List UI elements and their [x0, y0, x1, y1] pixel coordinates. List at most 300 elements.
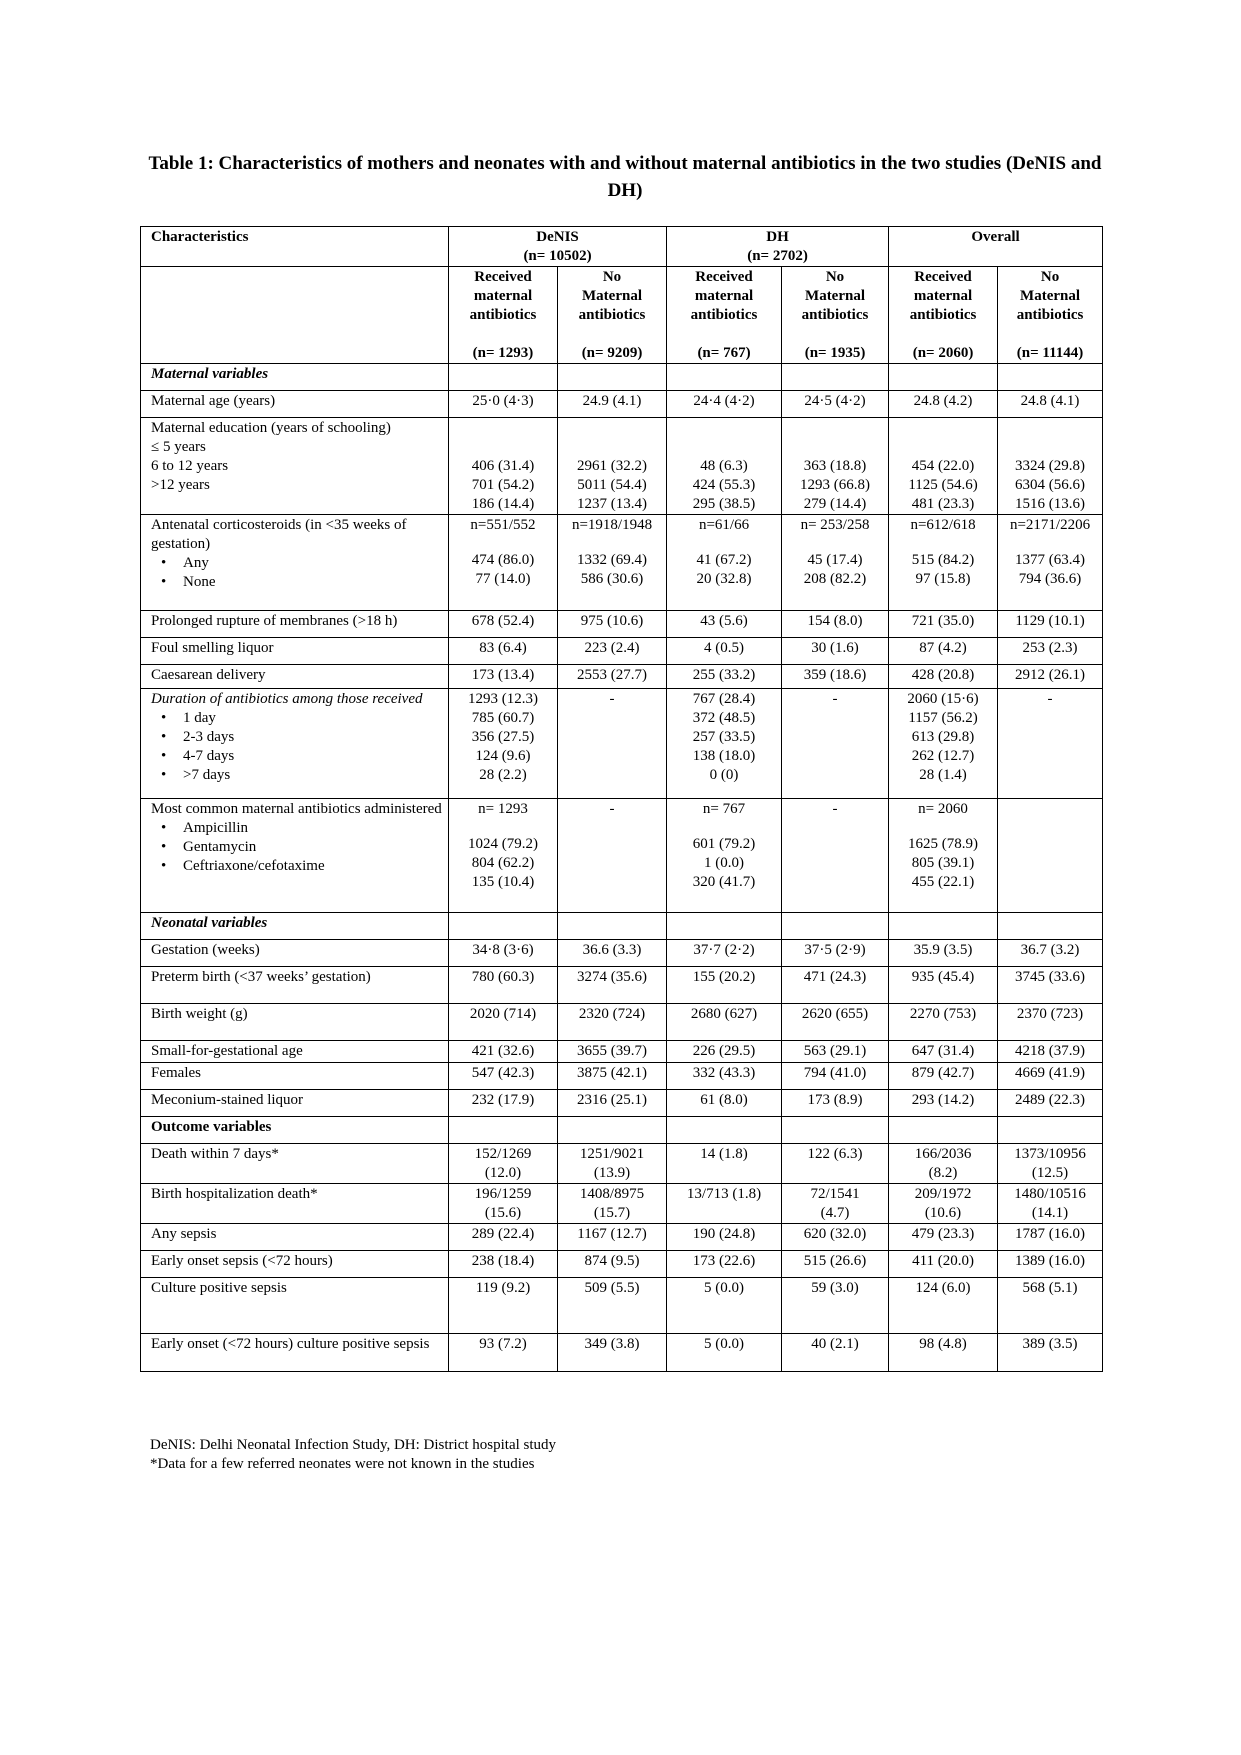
sub-label: ≤ 5 years [151, 439, 206, 455]
value-cell [667, 940, 782, 967]
value-text: 173 (13.4) [471, 667, 535, 683]
row-preterm [141, 967, 1103, 1004]
value-text: 4218 (37.9) [1015, 1043, 1086, 1059]
value-text: 1125 (54.6) [908, 477, 978, 493]
subgroup-label: antibiotics [690, 307, 758, 323]
sub-label: • >7 days [151, 766, 444, 785]
value-cell [782, 515, 889, 611]
empty-cell [782, 364, 889, 391]
row-label [141, 1090, 449, 1117]
value-text: 1480/10516 [1014, 1186, 1086, 1202]
subgroup-label: antibiotics [469, 307, 537, 323]
value-text: 5 (0.0) [704, 1336, 745, 1352]
value-cell [449, 1041, 558, 1063]
value-text: - [832, 691, 838, 707]
row-duration [141, 689, 1103, 799]
group-name: Overall [971, 229, 1020, 245]
value-cell [782, 1251, 889, 1278]
value-text: 72/1541 [810, 1186, 860, 1202]
value-cell [889, 689, 998, 799]
empty-cell [667, 1117, 782, 1144]
row-label-text: Any sepsis [151, 1226, 217, 1242]
value-cell [998, 799, 1103, 913]
value-text: (12.5) [1031, 1165, 1069, 1181]
value-cell [998, 1090, 1103, 1117]
value-text: 515 (84.2) [911, 552, 975, 568]
group-n: (n= 10502) [523, 248, 592, 264]
value-text: 2020 (714) [469, 1006, 537, 1022]
row-label [141, 799, 449, 913]
value-cell [449, 1063, 558, 1090]
value-cell [782, 1144, 889, 1184]
value-text: 14 (1.8) [700, 1146, 748, 1162]
subgroup-label: maternal [694, 288, 754, 304]
value-cell [782, 1063, 889, 1090]
value-text: 428 (20.8) [911, 667, 975, 683]
value-text: 794 (36.6) [1018, 571, 1082, 587]
value-text: 320 (41.7) [692, 874, 756, 890]
subgroup-label: No [602, 269, 622, 285]
value-text: 1 (0.0) [704, 855, 745, 871]
value-text: 2320 (724) [578, 1006, 646, 1022]
value-text: 975 (10.6) [580, 613, 644, 629]
value-cell [998, 638, 1103, 665]
value-cell [998, 611, 1103, 638]
value-text: 780 (60.3) [471, 969, 535, 985]
value-text: 173 (22.6) [692, 1253, 756, 1269]
value-text: 155 (20.2) [692, 969, 756, 985]
header-group-denis [449, 227, 667, 267]
value-cell [889, 1251, 998, 1278]
value-text: 794 (41.0) [803, 1065, 867, 1081]
value-text: 1408/8975 [579, 1186, 645, 1202]
value-text: 372 (48.5) [692, 710, 756, 726]
sub-label: • 2-3 days [151, 728, 444, 747]
value-text: 1373/10956 [1014, 1146, 1086, 1162]
sub-label: >12 years [151, 477, 210, 493]
value-cell [998, 515, 1103, 611]
value-text: 226 (29.5) [692, 1043, 756, 1059]
value-cell [449, 1184, 558, 1224]
table-title: Table 1: Characteristics of mothers and neonates with and without maternal antibiotics in the two studies (DeNIS and DH) [148, 153, 1102, 201]
value-text: 124 (9.6) [475, 748, 531, 764]
value-text: 1625 (78.9) [908, 836, 979, 852]
value-text: 2620 (655) [801, 1006, 869, 1022]
sub-label: 6 to 12 years [151, 458, 229, 474]
value-cell [889, 391, 998, 418]
value-cell [449, 1278, 558, 1334]
footnote-missing-data: *Data for a few referred neonates were not known in the studies [150, 1456, 535, 1472]
row-anysepsis [141, 1224, 1103, 1251]
row-label-text: Preterm birth (<37 weeks’ gestation) [151, 969, 371, 985]
row-females [141, 1063, 1103, 1090]
value-text: 547 (42.3) [471, 1065, 535, 1081]
value-cell [558, 1041, 667, 1063]
value-text: 1251/9021 [579, 1146, 645, 1162]
value-cell [889, 1090, 998, 1117]
value-cell [558, 611, 667, 638]
value-cell [889, 799, 998, 913]
subgroup-label: No [825, 269, 845, 285]
value-text: 28 (1.4) [919, 767, 967, 783]
value-cell [998, 1041, 1103, 1063]
value-cell [782, 689, 889, 799]
value-text: 209/1972 [914, 1186, 972, 1202]
value-text: 2961 (32.2) [577, 458, 647, 474]
value-text: 13/713 (1.8) [686, 1186, 762, 1202]
subgroup-label: Maternal [1020, 288, 1081, 304]
value-cell [889, 967, 998, 1004]
value-cell [449, 611, 558, 638]
value-text: 166/2036 [914, 1146, 972, 1162]
value-text: 262 (12.7) [911, 748, 975, 764]
section-maternal [141, 364, 1103, 391]
value-cell [889, 515, 998, 611]
value-text: n=1918/1948 [571, 517, 653, 533]
row-prom [141, 611, 1103, 638]
value-text: 874 (9.5) [584, 1253, 640, 1269]
row-education [141, 418, 1103, 515]
header-received [889, 267, 998, 364]
value-text: 0 (0) [709, 767, 739, 783]
row-label [141, 638, 449, 665]
row-label-text: Foul smelling liquor [151, 640, 274, 656]
value-text: 122 (6.3) [807, 1146, 863, 1162]
value-text: (15.7) [593, 1205, 631, 1221]
row-corticosteroids [141, 515, 1103, 611]
section-title: Maternal variables [151, 366, 269, 382]
value-cell [449, 1224, 558, 1251]
row-common_abx [141, 799, 1103, 913]
value-text: 568 (5.1) [1022, 1280, 1078, 1296]
value-text: 135 (10.4) [471, 874, 535, 890]
row-foul [141, 638, 1103, 665]
value-text: 474 (86.0) [471, 552, 535, 568]
group-name: DH [766, 229, 789, 245]
value-text: 28 (2.2) [479, 767, 527, 783]
value-text: 24.8 (4.2) [913, 393, 973, 409]
value-text: 3655 (39.7) [577, 1043, 647, 1059]
empty-cell [889, 364, 998, 391]
subgroup-n: (n= 11144) [1016, 345, 1084, 361]
value-text: 43 (5.6) [700, 613, 748, 629]
value-cell [998, 1334, 1103, 1372]
row-label-text: Females [151, 1065, 201, 1081]
value-cell [558, 1004, 667, 1041]
value-text: 2680 (627) [690, 1006, 758, 1022]
value-cell [782, 1278, 889, 1334]
value-text: 34·8 (3·6) [472, 942, 534, 958]
empty-cell [449, 1117, 558, 1144]
sub-label: • 4-7 days [151, 747, 444, 766]
value-text: 3875 (42.1) [577, 1065, 647, 1081]
value-cell [998, 418, 1103, 515]
header-characteristics [141, 227, 449, 267]
value-cell [998, 940, 1103, 967]
value-cell [449, 638, 558, 665]
value-text: 389 (3.5) [1022, 1336, 1078, 1352]
value-text: 24·4 (4·2) [693, 393, 755, 409]
value-text: 701 (54.2) [471, 477, 535, 493]
value-cell [558, 1251, 667, 1278]
value-text: 59 (3.0) [811, 1280, 859, 1296]
footnote-abbreviations: DeNIS: Delhi Neonatal Infection Study, DH: District hospital study [150, 1437, 557, 1453]
value-cell [449, 1144, 558, 1184]
group-name: DeNIS [536, 229, 579, 245]
sub-label: • None [151, 573, 444, 592]
value-text: 563 (29.1) [803, 1043, 867, 1059]
value-cell [782, 940, 889, 967]
value-cell [449, 665, 558, 689]
value-cell [558, 515, 667, 611]
value-text: n=2171/2206 [1009, 517, 1091, 533]
value-text: 479 (23.3) [911, 1226, 975, 1242]
value-text: n=61/66 [698, 517, 750, 533]
value-cell [782, 1224, 889, 1251]
empty-cell [782, 913, 889, 940]
value-text: 41 (67.2) [696, 552, 752, 568]
row-meconium [141, 1090, 1103, 1117]
value-cell [889, 1334, 998, 1372]
value-text: - [609, 691, 615, 707]
row-label [141, 1041, 449, 1063]
row-label-text: Death within 7 days* [151, 1146, 279, 1162]
value-cell [998, 1278, 1103, 1334]
value-cell [667, 391, 782, 418]
subgroup-label: Received [914, 269, 972, 285]
value-text: 879 (42.7) [911, 1065, 975, 1081]
value-cell [889, 1184, 998, 1224]
value-cell [782, 1041, 889, 1063]
value-text: 24·5 (4·2) [804, 393, 866, 409]
subgroup-label: antibiotics [801, 307, 869, 323]
value-cell [667, 1090, 782, 1117]
value-text: 678 (52.4) [471, 613, 535, 629]
value-text: 98 (4.8) [919, 1336, 967, 1352]
value-cell [782, 665, 889, 689]
value-cell [558, 638, 667, 665]
value-cell [667, 1004, 782, 1041]
value-text: 289 (22.4) [471, 1226, 535, 1242]
value-text: (8.2) [928, 1165, 958, 1181]
value-text: n= 767 [702, 801, 746, 817]
value-text: 61 (8.0) [700, 1092, 748, 1108]
value-text: 421 (32.6) [471, 1043, 535, 1059]
empty-cell [998, 913, 1103, 940]
row-hospdeath [141, 1184, 1103, 1224]
value-cell [558, 940, 667, 967]
value-cell [889, 1041, 998, 1063]
value-cell [998, 967, 1103, 1004]
value-text: 935 (45.4) [911, 969, 975, 985]
value-text: 279 (14.4) [803, 496, 867, 512]
value-text: 257 (33.5) [692, 729, 756, 745]
value-text: 36.6 (3.3) [582, 942, 642, 958]
empty-cell [558, 364, 667, 391]
value-text: 481 (23.3) [911, 496, 975, 512]
value-cell [667, 1224, 782, 1251]
value-text: 152/1269 [474, 1146, 532, 1162]
value-text: 1157 (56.2) [908, 710, 978, 726]
row-label [141, 391, 449, 418]
value-text: 20 (32.8) [696, 571, 752, 587]
value-text: 37·7 (2·2) [693, 942, 755, 958]
value-cell [782, 799, 889, 913]
value-text: 255 (33.2) [692, 667, 756, 683]
value-cell [998, 1184, 1103, 1224]
value-text: 97 (15.8) [915, 571, 971, 587]
value-cell [889, 665, 998, 689]
row-label [141, 665, 449, 689]
value-cell [667, 418, 782, 515]
value-text: 295 (38.5) [692, 496, 756, 512]
value-text: 406 (31.4) [471, 458, 535, 474]
value-cell [558, 665, 667, 689]
subgroup-label: Received [474, 269, 532, 285]
value-text: (13.9) [593, 1165, 631, 1181]
value-text: - [832, 801, 838, 817]
value-text: 804 (62.2) [471, 855, 535, 871]
value-text: n=551/552 [470, 517, 536, 533]
row-sga [141, 1041, 1103, 1063]
value-text: 208 (82.2) [803, 571, 867, 587]
empty-cell [998, 364, 1103, 391]
header-characteristics-label: Characteristics [151, 229, 249, 245]
value-cell [667, 665, 782, 689]
value-text: 238 (18.4) [471, 1253, 535, 1269]
row-label-text: Caesarean delivery [151, 667, 266, 683]
row-label [141, 611, 449, 638]
value-text: 3274 (35.6) [577, 969, 647, 985]
value-text: 190 (24.8) [692, 1226, 756, 1242]
row-label-text: Maternal education (years of schooling) [151, 420, 391, 436]
value-text: 1516 (13.6) [1015, 496, 1086, 512]
value-cell [782, 611, 889, 638]
row-label-text: Early onset (<72 hours) culture positive sepsis [151, 1336, 430, 1352]
value-text: 785 (60.7) [471, 710, 535, 726]
value-text: 232 (17.9) [471, 1092, 535, 1108]
empty-cell [558, 913, 667, 940]
value-cell [449, 940, 558, 967]
section-label [141, 1117, 449, 1144]
value-text: (4.7) [820, 1205, 850, 1221]
row-birthweight [141, 1004, 1103, 1041]
value-cell [998, 665, 1103, 689]
value-text: 5011 (54.4) [577, 477, 647, 493]
value-cell [558, 391, 667, 418]
value-cell [449, 1334, 558, 1372]
value-text: 48 (6.3) [700, 458, 748, 474]
value-cell [449, 799, 558, 913]
section-title: Outcome variables [151, 1119, 272, 1135]
value-text: 124 (6.0) [915, 1280, 971, 1296]
value-cell [889, 940, 998, 967]
value-text: 471 (24.3) [803, 969, 867, 985]
row-label-text: Meconium-stained liquor [151, 1092, 304, 1108]
value-text: 45 (17.4) [807, 552, 863, 568]
subgroup-label: Received [695, 269, 753, 285]
header-no-antibiotics [782, 267, 889, 364]
value-cell [558, 689, 667, 799]
value-cell [889, 638, 998, 665]
value-text: 253 (2.3) [1022, 640, 1078, 656]
value-text: 173 (8.9) [807, 1092, 863, 1108]
value-text: 4 (0.5) [704, 640, 745, 656]
value-text: 223 (2.4) [584, 640, 640, 656]
value-cell [558, 1334, 667, 1372]
row-label [141, 1004, 449, 1041]
value-text: 509 (5.5) [584, 1280, 640, 1296]
value-text: - [609, 801, 615, 817]
value-text: 424 (55.3) [692, 477, 756, 493]
value-cell [998, 1004, 1103, 1041]
subgroup-n: (n= 1293) [472, 345, 534, 361]
value-cell [889, 1278, 998, 1334]
row-label [141, 1251, 449, 1278]
value-cell [998, 1063, 1103, 1090]
row-label-text: Small-for-gestational age [151, 1043, 303, 1059]
row-label-text: Early onset sepsis (<72 hours) [151, 1253, 333, 1269]
value-cell [667, 515, 782, 611]
value-text: 2270 (753) [909, 1006, 977, 1022]
value-cell [782, 418, 889, 515]
subgroup-label: antibiotics [578, 307, 646, 323]
row-maternal_age [141, 391, 1103, 418]
value-cell [667, 967, 782, 1004]
sub-label: • Gentamycin [151, 838, 444, 857]
value-text: 36.7 (3.2) [1020, 942, 1080, 958]
value-cell [782, 638, 889, 665]
subgroup-label: Maternal [582, 288, 642, 304]
sub-label: • Ampicillin [151, 819, 444, 838]
value-text: 4669 (41.9) [1015, 1065, 1086, 1081]
value-cell [558, 1063, 667, 1090]
value-text: 40 (2.1) [811, 1336, 859, 1352]
value-text: 186 (14.4) [471, 496, 535, 512]
subgroup-label: maternal [473, 288, 533, 304]
row-label [141, 1224, 449, 1251]
value-cell [558, 967, 667, 1004]
row-label-text: Prolonged rupture of membranes (>18 h) [151, 613, 398, 629]
row-label-text: Duration of antibiotics among those received [151, 691, 423, 707]
value-text: 332 (43.3) [692, 1065, 756, 1081]
value-text: 2912 (26.1) [1015, 667, 1086, 683]
value-text: (10.6) [924, 1205, 962, 1221]
value-cell [449, 515, 558, 611]
value-text: - [1047, 691, 1053, 707]
section-neonatal [141, 913, 1103, 940]
value-text: 77 (14.0) [475, 571, 531, 587]
value-cell [667, 799, 782, 913]
value-cell [667, 1144, 782, 1184]
value-text: (14.1) [1031, 1205, 1069, 1221]
value-text: 2489 (22.3) [1015, 1092, 1086, 1108]
value-text: 24.9 (4.1) [582, 393, 642, 409]
value-text: 24.8 (4.1) [1020, 393, 1080, 409]
empty-cell [449, 364, 558, 391]
empty-cell [449, 913, 558, 940]
value-text: 721 (35.0) [911, 613, 975, 629]
value-text: 1293 (66.8) [800, 477, 871, 493]
value-text: 3324 (29.8) [1015, 458, 1086, 474]
row-culture [141, 1278, 1103, 1334]
value-text: 2553 (27.7) [577, 667, 647, 683]
sub-label: • Any [151, 554, 444, 573]
value-cell [667, 1278, 782, 1334]
value-cell [998, 391, 1103, 418]
value-cell [449, 967, 558, 1004]
subgroup-label: Maternal [805, 288, 866, 304]
